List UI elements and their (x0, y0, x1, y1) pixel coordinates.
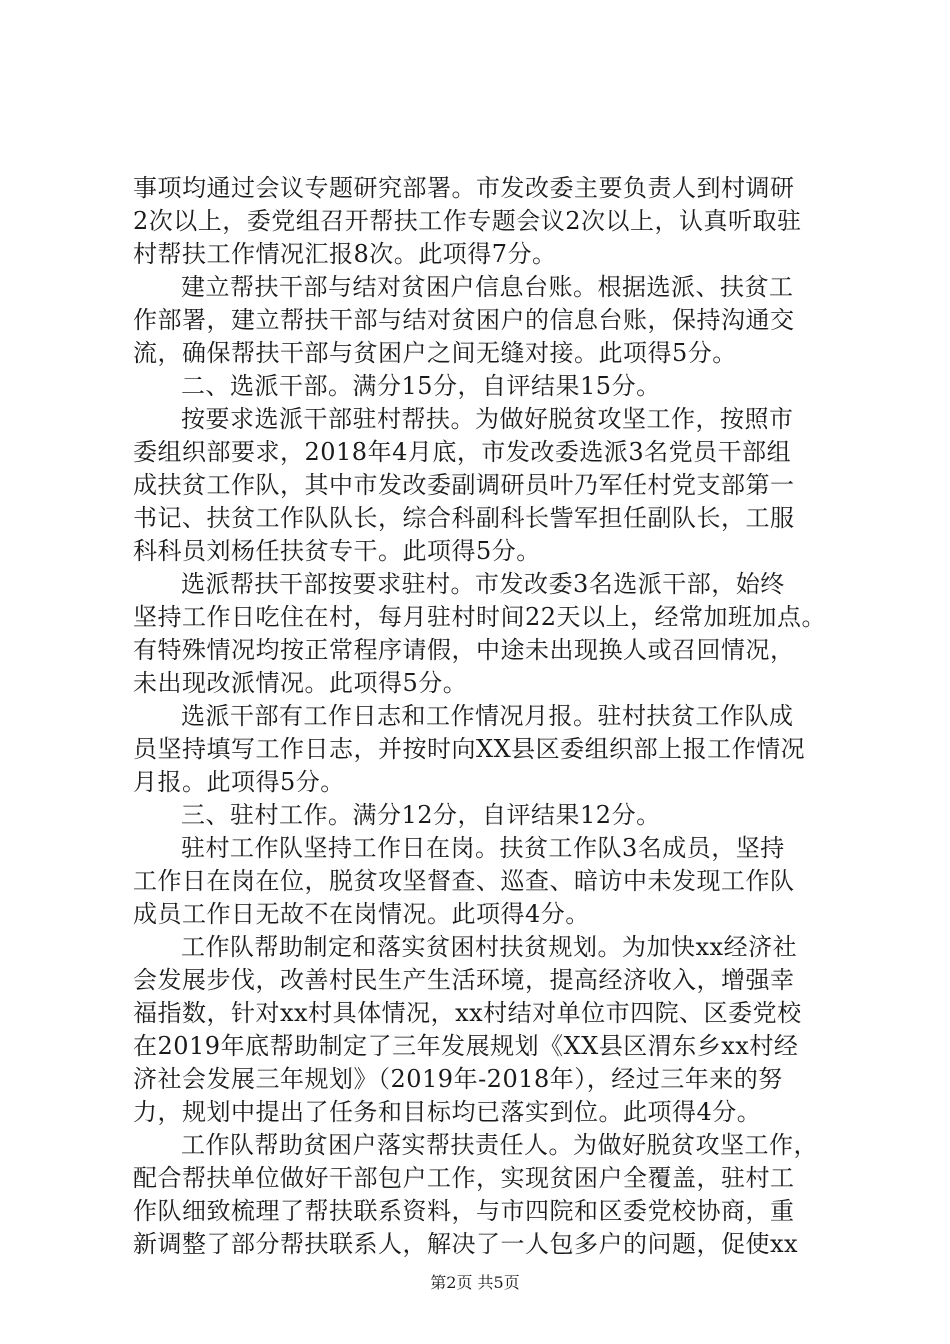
text-line: 工作队帮助贫困户落实帮扶责任人。为做好脱贫攻坚工作， (181, 1131, 818, 1159)
text-line: 三、驻村工作。满分12分，自评结果12分。 (181, 801, 661, 829)
text-line: 作部署，建立帮扶干部与结对贫困户的信息台账，保持沟通交 (133, 306, 795, 334)
text-line: 工作日在岗在位，脱贫攻坚督查、巡查、暗访中未发现工作队 (133, 867, 795, 895)
text-line: 科科员刘杨任扶贫专干。此项得5分。 (133, 537, 541, 565)
text-line: 事项均通过会议专题研究部署。市发改委主要负责人到村调研 (133, 174, 795, 202)
text-line: 福指数，针对xx村具体情况，xx村结对单位市四院、区委党校 (133, 999, 802, 1027)
text-line: 驻村工作队坚持工作日在岗。扶贫工作队3名成员，坚持 (181, 834, 785, 862)
text-line: 力，规划中提出了任务和目标均已落实到位。此项得4分。 (133, 1098, 762, 1126)
text-line: 二、选派干部。满分15分，自评结果15分。 (181, 372, 661, 400)
text-line: 月报。此项得5分。 (133, 768, 345, 796)
text-line: 选派帮扶干部按要求驻村。市发改委3名选派干部，始终 (181, 570, 785, 598)
text-line: 按要求选派干部驻村帮扶。为做好脱贫攻坚工作，按照市 (181, 405, 794, 433)
text-line: 流，确保帮扶干部与贫困户之间无缝对接。此项得5分。 (133, 339, 737, 367)
text-line: 配合帮扶单位做好干部包户工作，实现贫困户全覆盖，驻村工 (133, 1164, 795, 1192)
document-body (133, 172, 833, 1261)
page-number: 第2页 共5页 (430, 1273, 520, 1292)
text-line: 济社会发展三年规划》（2019年-2018年），经过三年来的努 (133, 1065, 783, 1093)
text-line: 成员工作日无故不在岗情况。此项得4分。 (133, 900, 590, 928)
text-line: 会发展步伐，改善村民生产生活环境，提高经济收入，增强幸 (133, 966, 795, 994)
text-line: 在2019年底帮助制定了三年发展规划《XX县区渭东乡xx村经 (133, 1032, 799, 1060)
text-line: 有特殊情况均按正常程序请假，中途未出现换人或召回情况， (133, 636, 795, 664)
text-line: 未出现改派情况。此项得5分。 (133, 669, 468, 697)
text-line: 员坚持填写工作日志，并按时向XX县区委组织部上报工作情况 (133, 735, 806, 763)
text-line: 坚持工作日吃住在村，每月驻村时间22天以上，经常加班加点。 (133, 603, 827, 631)
text-line: 2次以上，委党组召开帮扶工作专题会议2次以上，认真听取驻 (133, 207, 802, 235)
text-line: 工作队帮助制定和落实贫困村扶贫规划。为加快xx经济社 (181, 933, 798, 961)
text-line: 建立帮扶干部与结对贫困户信息台账。根据选派、扶贫工 (181, 273, 794, 301)
text-line: 成扶贫工作队，其中市发改委副调研员叶乃军任村党支部第一 (133, 471, 795, 499)
text-line: 书记、扶贫工作队队长，综合科副科长訾军担任副队长，工服 (133, 504, 795, 532)
text-line: 村帮扶工作情况汇报8次。此项得7分。 (133, 240, 557, 268)
text-line: 作队细致梳理了帮扶联系资料，与市四院和区委党校协商，重 (133, 1197, 795, 1225)
text-line: 新调整了部分帮扶联系人，解决了一人包多户的问题，促使xx (133, 1230, 799, 1258)
page-footer (0, 1270, 950, 1293)
text-line: 委组织部要求，2018年4月底，市发改委选派3名党员干部组 (133, 438, 792, 466)
text-line: 选派干部有工作日志和工作情况月报。驻村扶贫工作队成 (181, 702, 794, 730)
